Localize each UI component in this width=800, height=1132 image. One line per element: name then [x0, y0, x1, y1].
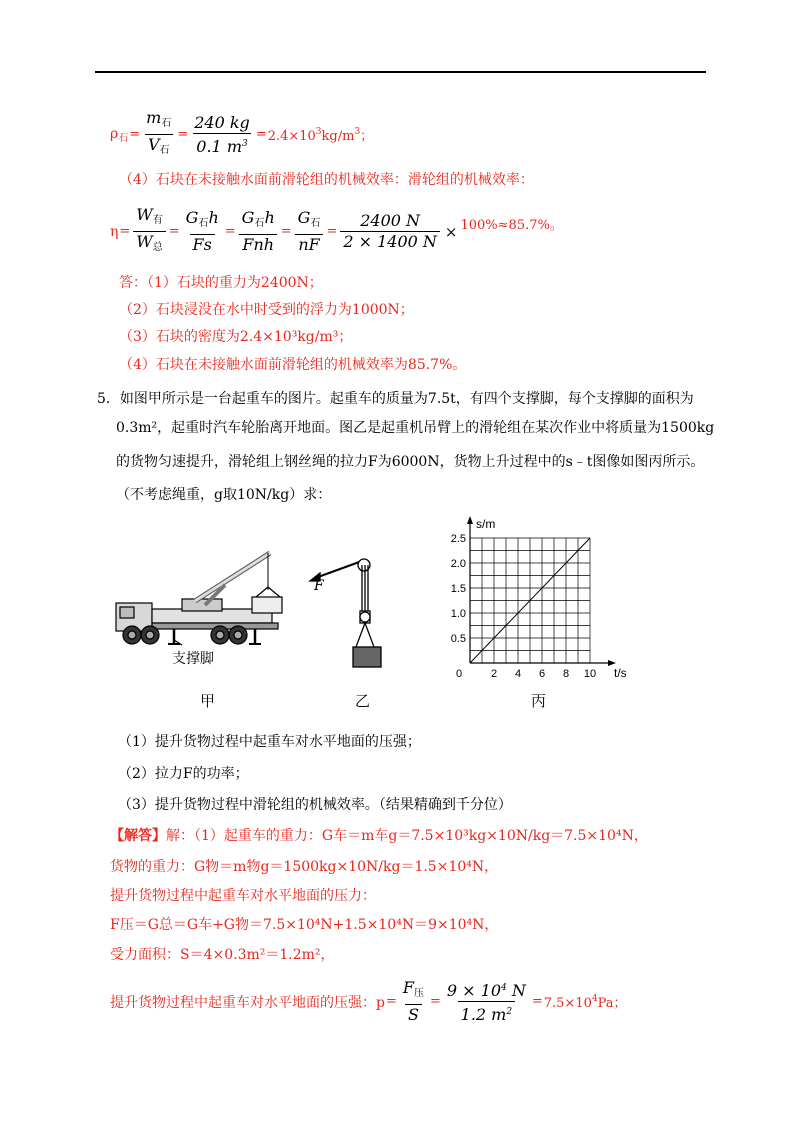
rho-symbol: $\rho_石$ [110, 125, 129, 144]
origin-label: 0 [456, 668, 463, 680]
fraction-g-nf: $\frac{G_石}{nF}$ [295, 208, 324, 255]
x-axis-label: t/s [614, 666, 627, 680]
fraction-f-over-s: $\frac{F_压}{S}$ [402, 978, 424, 1024]
figure-jia-label: 甲 [200, 692, 216, 710]
x-tick-label: 4 [514, 668, 522, 680]
solution-line-3: 提升货物过程中起重车对水平地面的压力： [110, 888, 376, 904]
pressure-lead: 提升货物过程中起重车对水平地面的压强：p [110, 994, 385, 1011]
s-t-chart [440, 510, 630, 685]
equals-sign: = [119, 224, 131, 239]
formula-pressure [110, 978, 627, 1025]
equals-sign: = [280, 224, 292, 239]
solution-line-2: 货物的重力：G物＝m物g＝1500kg×10N/kg＝1.5×10⁴N， [110, 859, 499, 875]
solution-tag: 【解答】 [110, 828, 166, 844]
force-f-label: F [314, 578, 324, 594]
fraction-values: $\frac{240 kg}{0.1 m^3}$ [194, 112, 250, 156]
x-tick-label: 8 [562, 668, 570, 680]
fraction-gh-fs: $\frac{G_石h}{Fs}$ [185, 208, 219, 254]
question-5-line-1: 5．如图甲所示是一台起重车的图片。起重车的质量为7.5t，有四个支撑脚，每个支撑脚的面积为 [97, 391, 694, 407]
fraction-pressure-values: $\frac{9 \times 10^4 N}{1.2 m^2}$ [446, 981, 526, 1024]
solution-line-4: F压＝G总＝G车+G物＝7.5×10⁴N+1.5×10⁴N＝9×10⁴N， [110, 917, 499, 933]
equals-sign: = [168, 224, 180, 239]
equals-sign: = [129, 127, 141, 142]
answer-line-4: （4）石块在未接触水面前滑轮组的机械效率为85.7%。 [119, 357, 467, 373]
formula-efficiency [110, 205, 563, 258]
fraction-m-over-v: $\frac{m_石}{V_石}$ [143, 108, 174, 161]
eta-symbol: η [110, 223, 119, 240]
support-leg-label: 支撑脚 [172, 651, 214, 667]
answer-line-1: 答：（1）石块的重力为2400N； [119, 275, 323, 291]
y-tick-label: 2.0 [450, 558, 466, 570]
pressure-result: $7.5\times 10^4Pa$； [543, 994, 627, 1011]
sub-question-1: （1）提升货物过程中起重车对水平地面的压强； [118, 734, 421, 750]
equals-sign: = [429, 994, 441, 1009]
solution-line-5: 受力面积：S＝4×0.3m²＝1.2m²， [110, 947, 335, 963]
solution-line-1-text: 解：（1）起重车的重力：G车＝m车g＝7.5×10³kg×10N/kg＝7.5×10⁴N， [166, 828, 648, 844]
equals-sign: = [224, 224, 236, 239]
figure-yi-label: 乙 [355, 692, 371, 710]
sub-question-2: （2）拉力F的功率； [118, 766, 249, 782]
y-tick-label: 2.5 [450, 533, 466, 545]
answer-line-3: （3）石块的密度为2.4×10³kg/m³； [119, 329, 353, 345]
sub-question-3: （3）提升货物过程中滑轮组的机械效率。（结果精确到千分位） [118, 797, 512, 813]
equals-sign: = [531, 994, 543, 1009]
times-sign: × [444, 222, 458, 241]
equals-sign: = [385, 994, 397, 1009]
figure-bing-label: 丙 [531, 692, 547, 710]
density-result: $2.4\times 10^3kg/m^3$； [267, 127, 374, 144]
answer-line-2: （2）石块浸没在水中时受到的浮力为1000N； [119, 302, 414, 318]
fraction-work: $\frac{W_有}{W_总}$ [133, 205, 165, 258]
efficiency-heading: （4）石块在未接触水面前滑轮组的机械效率：滑轮组的机械效率： [119, 172, 534, 188]
y-axis-arrow [467, 516, 473, 524]
x-tick-label: 2 [490, 668, 498, 680]
y-axis-label: s/m [476, 517, 496, 531]
y-tick-label: 1.0 [450, 608, 466, 620]
formula-density [110, 108, 373, 161]
equals-sign: = [255, 127, 267, 142]
solution-line-1 [110, 826, 648, 846]
question-5-line-4: （不考虑绳重，g取10N/kg）求： [116, 487, 332, 503]
equals-sign: = [326, 224, 338, 239]
x-tick-label: 6 [538, 668, 546, 680]
question-5-line-2: 0.3m²，起重时汽车轮胎离开地面。图乙是起重机吊臂上的滑轮组在某次作业中将质量为1500kg [116, 420, 715, 436]
question-5-line-3: 的货物匀速提升，滑轮组上钢丝绳的拉力F为6000N，货物上升过程中的s﹣t图像如图丙所示。 [116, 454, 705, 470]
equals-sign: = [177, 127, 189, 142]
y-tick-label: 0.5 [450, 633, 466, 645]
pulley-figure [300, 555, 400, 675]
fraction-numeric: $\frac{2400 N}{2 \times 1400 N}$ [340, 211, 440, 252]
y-tick-label: 1.5 [450, 583, 466, 595]
header-rule [95, 71, 706, 73]
x-tick-label: 10 [583, 668, 597, 680]
efficiency-result: 100%≈85.7%。 [460, 218, 563, 233]
fraction-gh-fnh: $\frac{G_石h}{\text{Fnh}}$ [239, 208, 278, 255]
